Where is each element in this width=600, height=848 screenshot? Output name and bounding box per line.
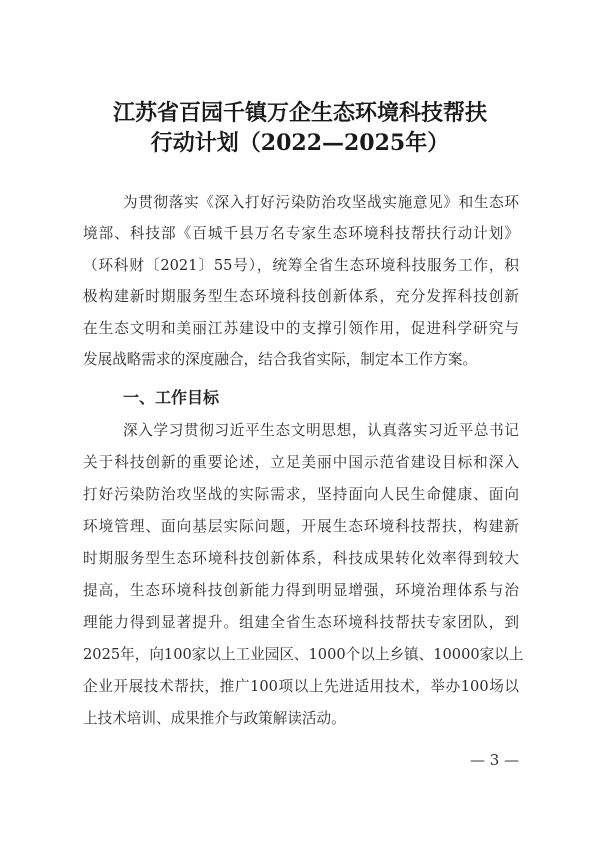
document-title-line-1: 江苏省百园千镇万企生态环境科技帮扶 [112, 100, 487, 126]
paragraph-line: 发展战略需求的深度融合，结合我省实际，制定本工作方案。 [83, 351, 478, 368]
paragraph-line: 提高，生态环境科技创新能力得到明显增强，环境治理体系与治 [83, 582, 519, 599]
paragraph-line: 境部、科技部《百城千县万名专家生态环境科技帮扶行动计划》 [83, 225, 519, 242]
paragraph-line: 时期服务型生态环境科技创新体系，科技成果转化效率得到较大 [83, 550, 519, 567]
paragraph-line: 在生态文明和美丽江苏建设中的支撑引领作用，促进科学研究与 [83, 320, 519, 337]
paragraph-line: 上技术培训、成果推介与政策解读活动。 [83, 710, 346, 727]
paragraph-line: 深入学习贯彻习近平生态文明思想，认真落实习近平总书记 [123, 422, 519, 439]
paragraph-line: 为贯彻落实《深入打好污染防治攻坚战实施意见》和生态环 [123, 194, 519, 211]
paragraph-line: 2025年，向100家以上工业园区、1000个以上乡镇、10000家以上 [83, 646, 524, 663]
paragraph-line: 极构建新时期服务型生态环境科技创新体系，充分发挥科技创新 [83, 288, 519, 305]
section-heading: 一、工作目标 [123, 388, 220, 407]
paragraph-line: 关于科技创新的重要论述，立足美丽中国示范省建设目标和深入 [83, 454, 519, 471]
paragraph-line: （环科财〔2021〕55号），统筹全省生态环境科技服务工作，积 [83, 257, 519, 274]
paragraph-line: 打好污染防治攻坚战的实际需求，坚持面向人民生命健康、面向 [83, 486, 519, 503]
paragraph-line: 环境管理、面向基层实际问题，开展生态环境科技帮扶，构建新 [83, 518, 519, 535]
paragraph-line: 企业开展技术帮扶，推广100项以上先进适用技术，举办100场以 [83, 678, 519, 695]
paragraph-line: 理能力得到显著提升。组建全省生态环境科技帮扶专家团队，到 [83, 614, 519, 631]
page-number: — 3 — [470, 751, 520, 769]
document-title-line-2: 行动计划（2022—2025年） [150, 130, 450, 156]
